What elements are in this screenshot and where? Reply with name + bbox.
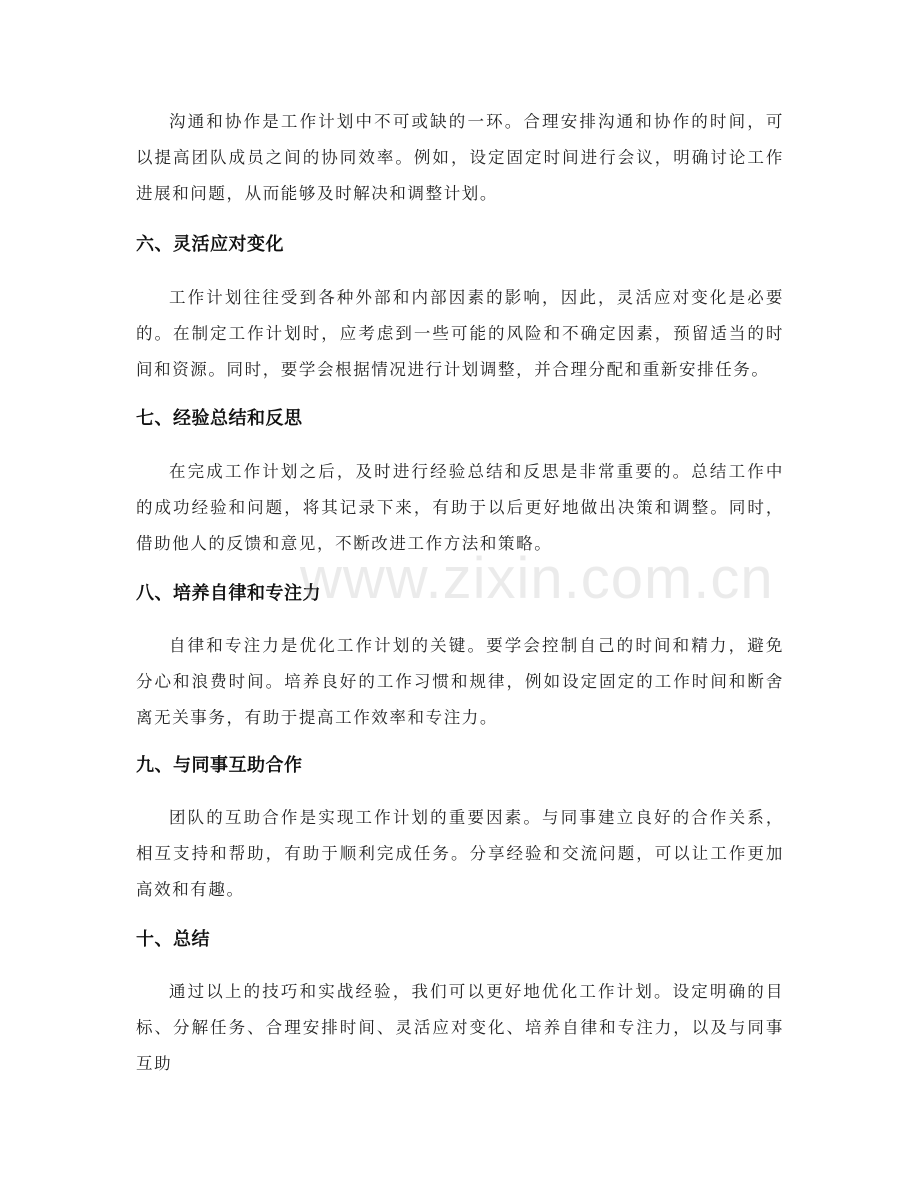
- heading-section-10: 十、总结: [136, 929, 210, 950]
- paragraph-section-10: 通过以上的技巧和实战经验，我们可以更好地优化工作计划。设定明确的目标、分解任务、合理安排时间、灵活应对变化、培养自律和专注力，以及与同事互助: [136, 982, 784, 1073]
- heading-section-7: 七、经验总结和反思: [136, 408, 303, 429]
- paragraph-section-7: 在完成工作计划之后，及时进行经验总结和反思是非常重要的。总结工作中的成功经验和问题，将其记录下来，有助于以后更好地做出决策和调整。同时，借助他人的反馈和意见，不断改进工作方法和策略。: [136, 462, 784, 553]
- paragraph-communication: 沟通和协作是工作计划中不可或缺的一环。合理安排沟通和协作的时间，可以提高团队成员之间的协同效率。例如，设定固定时间进行会议，明确讨论工作进展和问题，从而能够及时解决和调整计划。: [136, 112, 784, 203]
- paragraph-section-6: 工作计划往往受到各种外部和内部因素的影响，因此，灵活应对变化是必要的。在制定工作计划时，应考虑到一些可能的风险和不确定因素，预留适当的时间和资源。同时，要学会根据情况进行计划调整，并合理分配和重新安排任务。: [136, 288, 784, 379]
- watermark-text: www.zixin.com.cn: [300, 546, 774, 611]
- heading-section-9: 九、与同事互助合作: [136, 755, 303, 776]
- paragraph-section-8: 自律和专注力是优化工作计划的关键。要学会控制自己的时间和精力，避免分心和浪费时间。培养良好的工作习惯和规律，例如设定固定的工作时间和断舍离无关事务，有助于提高工作效率和专注力。: [136, 636, 784, 727]
- heading-section-8: 八、培养自律和专注力: [136, 583, 321, 604]
- paragraph-section-9: 团队的互助合作是实现工作计划的重要因素。与同事建立良好的合作关系，相互支持和帮助，有助于顺利完成任务。分享经验和交流问题，可以让工作更加高效和有趣。: [136, 808, 784, 899]
- heading-section-6: 六、灵活应对变化: [136, 234, 284, 255]
